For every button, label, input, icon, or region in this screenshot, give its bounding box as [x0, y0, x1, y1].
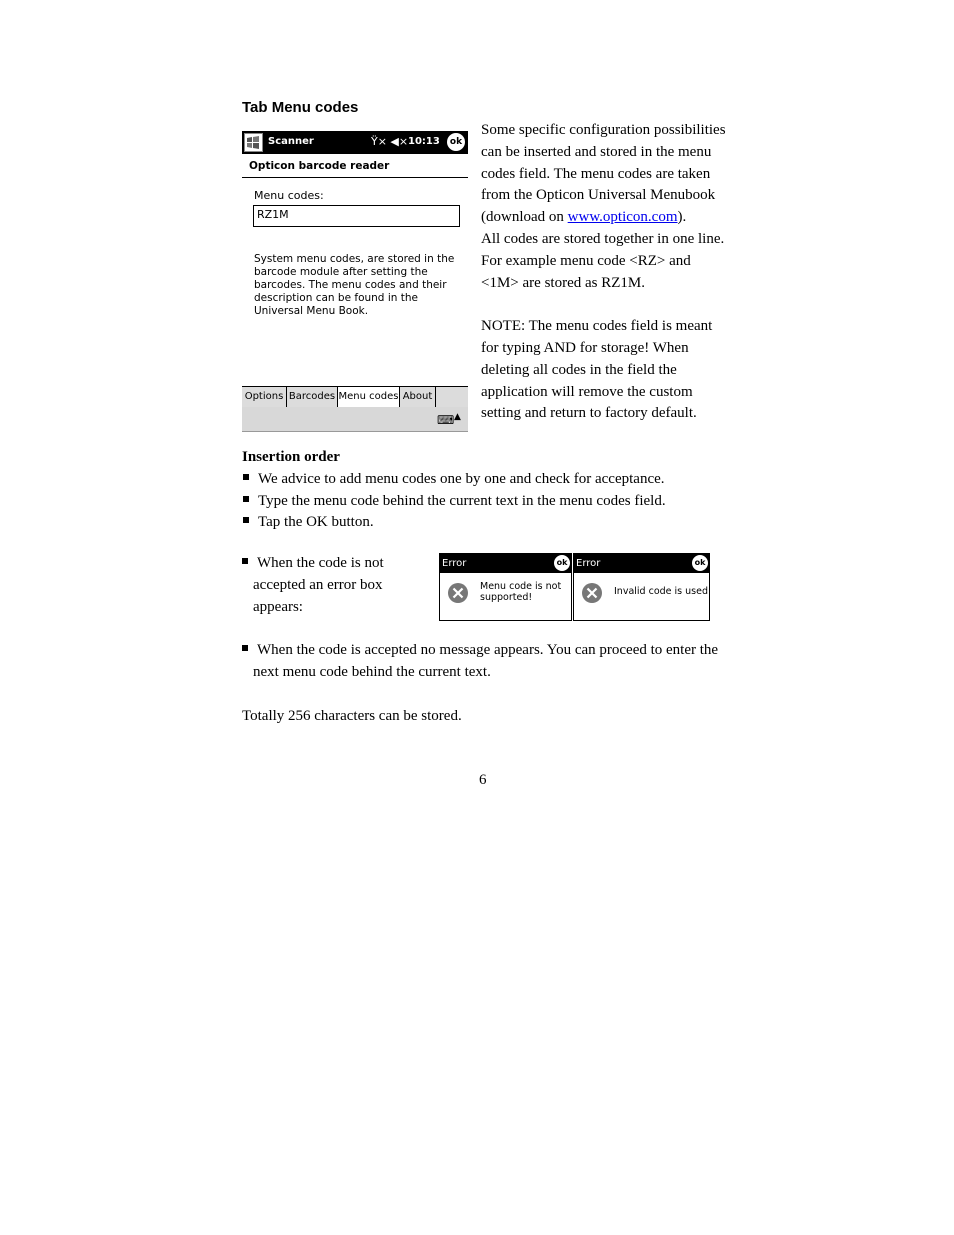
error-dialog-invalid	[573, 553, 710, 621]
device-description: System menu codes, are stored in the barcode module after setting the barcodes. The menu codes and their description can be found in the Universal Menu Book.	[254, 253, 455, 317]
list-item: Tap the OK button.	[242, 512, 732, 534]
device-app-title: Scanner	[268, 136, 314, 147]
tab-about[interactable]: About	[400, 387, 436, 407]
tab-barcodes[interactable]: Barcodes	[287, 387, 338, 407]
bullet-icon	[242, 645, 248, 651]
error-message: Menu code is not supported!	[480, 581, 562, 603]
windows-start-icon[interactable]	[244, 133, 263, 152]
error-x-icon	[581, 582, 603, 604]
device-title-bar	[242, 131, 468, 154]
storage-paragraph: All codes are stored together in one line. For example menu code <RZ> and <1M> are stored as RZ1M.	[481, 230, 725, 291]
error-x-icon	[447, 582, 469, 604]
input-panel-arrow-icon[interactable]: ▲	[454, 412, 461, 422]
opticon-link[interactable]: www.opticon.com	[567, 209, 678, 226]
bullet-icon	[243, 517, 249, 523]
insertion-title: Insertion order	[242, 449, 340, 465]
error-title: Error	[440, 554, 571, 573]
error-dialog-unsupported	[439, 553, 572, 621]
bullet-icon	[242, 558, 248, 564]
intro-paragraph: Some specific configuration possibilities can be inserted and stored in the menu codes field. The menu codes are taken from the Opticon Universal Menubook (download on www.opticon.com).	[481, 122, 726, 226]
page-number: 6	[479, 772, 487, 788]
insertion-section	[242, 447, 732, 534]
footer-note: Totally 256 characters can be stored.	[242, 708, 462, 724]
signal-volume-icon[interactable]: Ÿ× ◀×	[371, 135, 409, 148]
error-message: Invalid code is used	[614, 586, 708, 597]
menu-codes-input[interactable]: RZ1M	[253, 205, 460, 227]
right-column-text	[481, 120, 729, 425]
error-bullet: When the code is not accepted an error box appears:	[242, 553, 412, 618]
menu-codes-label: Menu codes:	[254, 189, 324, 202]
bullet-icon	[243, 474, 249, 480]
device-screenshot	[242, 131, 468, 432]
insertion-steps	[242, 469, 732, 534]
section-heading: Tab Menu codes	[242, 99, 359, 116]
ok-button[interactable]: ok	[447, 133, 465, 151]
tab-menu-codes[interactable]: Menu codes	[337, 387, 400, 407]
error-ok-button[interactable]: ok	[554, 555, 570, 571]
list-item: We advice to add menu codes one by one and check for acceptance.	[242, 469, 732, 491]
accepted-bullet: When the code is accepted no message appears. You can proceed to enter the next menu code behind the current text.	[242, 640, 732, 684]
error-title: Error	[574, 554, 709, 573]
list-item: Type the menu code behind the current text in the menu codes field.	[242, 491, 732, 513]
error-ok-button[interactable]: ok	[692, 555, 708, 571]
device-subtitle: Opticon barcode reader	[249, 160, 390, 172]
bullet-icon	[243, 496, 249, 502]
note-paragraph: NOTE: The menu codes field is meant for typing AND for storage! When deleting all codes in the field the application will remove the custom setting and return to factory default.	[481, 318, 713, 422]
keyboard-icon[interactable]: ⌨	[437, 413, 455, 427]
tab-options[interactable]: Options	[242, 387, 287, 407]
device-tab-bar	[242, 386, 468, 407]
divider	[242, 177, 468, 178]
device-command-bar	[242, 407, 468, 432]
device-clock: 10:13	[408, 136, 440, 147]
